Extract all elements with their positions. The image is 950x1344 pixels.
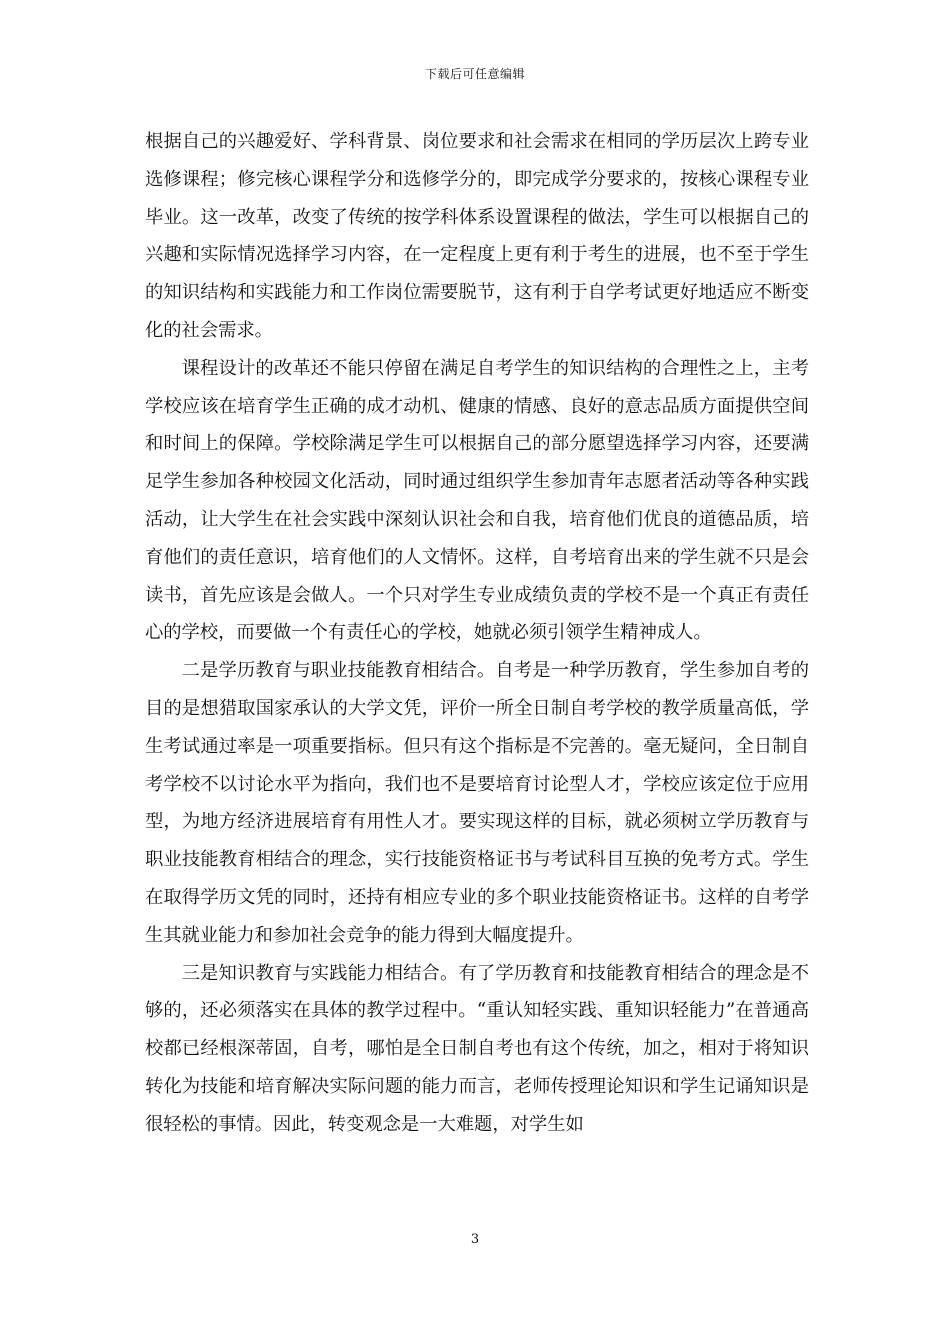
document-body bbox=[145, 123, 809, 1144]
paragraph-continuation: 根据自己的兴趣爱好、学科背景、岗位要求和社会需求在相同的学历层次上跨专业选修课程；修完核心课程学分和选修学分的，即完成学分要求的，按核心课程专业毕业。这一改革，改变了传统的按学科体系设置课程的做法，学生可以根据自己的兴趣和实际情况选择学习内容，在一定程度上更有利于考生的进展，也不至于学生的知识结构和实践能力和工作岗位需要脱节，这有利于自学考试更好地适应不断变化的社会需求。 bbox=[145, 131, 809, 341]
page-number: 3 bbox=[470, 1232, 480, 1247]
paragraph-course-design: 课程设计的改革还不能只停留在满足自考学生的知识结构的合理性之上，主考学校应该在培育学生正确的成才动机、健康的情感、良好的意志品质方面提供空间和时间上的保障。学校除满足学生可以根据自己的部分愿望选择学习内容，还要满足学生参加各种校园文化活动，同时通过组织学生参加青年志愿者活动等各种实践活动，让大学生在社会实践中深刻认识社会和自我，培育他们优良的道德品质，培育他们的责任意识，培育他们的人文情怀。这样，自考培育出来的学生就不只是会读书，首先应该是会做人。一个只对学生专业成绩负责的学校不是一个真正有责任心的学校，而要做一个有责任心的学校，她就必须引领学生精神成人。 bbox=[145, 357, 809, 644]
paragraph-knowledge-practice: 三是知识教育与实践能力相结合。有了学历教育和技能教育相结合的理念是不够的，还必须落实在具体的教学过程中。“重认知轻实践、重知识轻能力”在普通高校都已经根深蒂固，自考，哪怕是全日制自考也有这个传统，加之，相对于将知识转化为技能和培育解决实际问题的能力而言，老师传授理论知识和学生记诵知识是很轻松的事情。因此，转变观念是一大难题，对学生如 bbox=[145, 962, 809, 1135]
page-header: 下载后可任意编辑 bbox=[424, 67, 525, 81]
paragraph-vocational-skills: 二是学历教育与职业技能教育相结合。自考是一种学历教育，学生参加自考的目的是想猎取国家承认的大学文凭，评价一所全日制自考学校的教学质量高低，学生考试通过率是一项重要指标。但只有这个指标是不完善的。毫无疑问，全日制自考学校不以讨论水平为指向，我们也不是要培育讨论型人才，学校应该定位于应用型，为地方经济进展培育有用性人才。要实现这样的目标，就必须树立学历教育与职业技能教育相结合的理念，实行技能资格证书与考试科目互换的免考方式。学生在取得学历文凭的同时，还持有相应专业的多个职业技能资格证书。这样的自考学生其就业能力和参加社会竞争的能力得到大幅度提升。 bbox=[145, 660, 809, 946]
